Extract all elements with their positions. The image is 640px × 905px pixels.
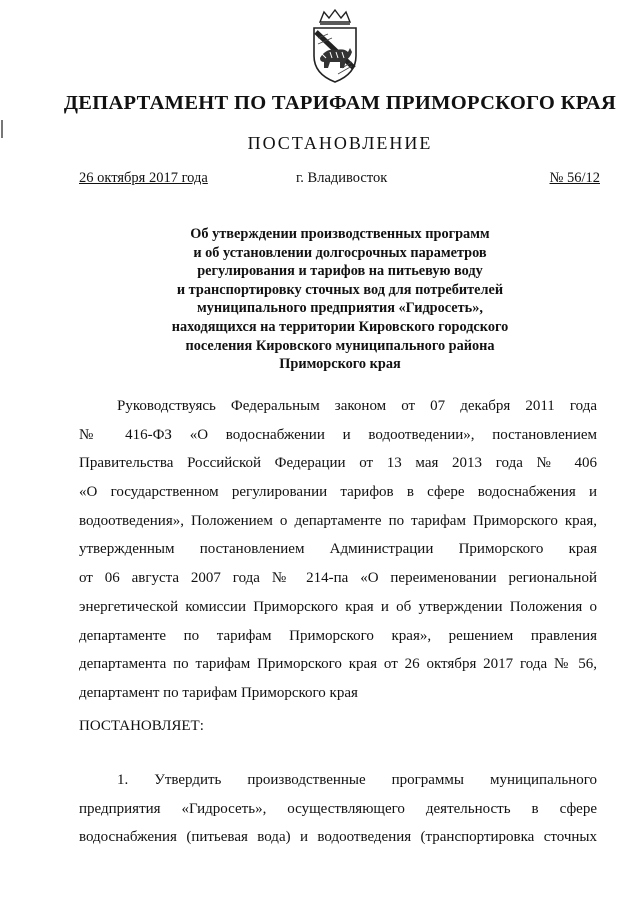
text-line: Правительства Российской Федерации от 13 мая 2013 года № 406	[79, 455, 597, 472]
text-line: № 416-ФЗ «О водоснабжении и водоотведении», постановлением	[79, 426, 597, 443]
preamble-paragraph	[79, 392, 597, 708]
subject-line: регулирования и тарифов на питьевую воду	[197, 263, 483, 280]
subject-line: муниципального предприятия «Гидросеть»,	[197, 300, 483, 317]
scan-margin-mark	[1, 120, 3, 138]
text-line: предприятия «Гидросеть», осуществляющего деятельность в сфере	[79, 800, 597, 817]
coat-of-arms-emblem	[302, 8, 368, 86]
text-line: Руководствуясь Федеральным законом от 07 декабря 2011 года	[117, 398, 597, 414]
document-type: ПОСТАНОВЛЕНИЕ	[247, 133, 433, 153]
document-number: № 56/12	[549, 170, 600, 186]
text-line: департамент по тарифам Приморского края	[79, 684, 358, 701]
item-1-paragraph	[79, 766, 597, 852]
subject-line: находящихся на территории Кировского городского	[171, 318, 509, 335]
text-line: от 06 августа 2007 года № 214-па «О переименовании региональной	[79, 570, 597, 587]
text-line: «О государственном регулировании тарифов в сфере водоснабжения и	[79, 484, 597, 501]
text-line: утвержденным постановлением Администрации Приморского края	[79, 541, 597, 558]
text-line: водоснабжения (питьевая вода) и водоотведения (транспортировка сточных	[79, 829, 597, 846]
document-city: г. Владивосток	[296, 170, 388, 186]
subject-line: Приморского края	[279, 356, 401, 373]
text-line: энергетической комиссии Приморского края и об утверждении Положения о	[79, 598, 597, 615]
resolves-heading: ПОСТАНОВЛЯЕТ:	[79, 718, 204, 734]
subject-line: и об установлении долгосрочных параметров	[193, 244, 487, 261]
department-title: ДЕПАРТАМЕНТ ПО ТАРИФАМ ПРИМОРСКОГО КРАЯ	[63, 92, 617, 114]
text-line: 1. Утвердить производственные программы муниципального	[117, 772, 597, 788]
document-subject	[120, 225, 560, 374]
text-line: водоотведения», Положением о департаменте по тарифам Приморского края,	[79, 512, 597, 529]
text-line: департамента по тарифам Приморского края от 26 октября 2017 года № 56,	[79, 656, 597, 673]
document-date: 26 октября 2017 года	[79, 170, 208, 186]
subject-line: Об утверждении производственных программ	[190, 226, 490, 242]
subject-line: и транспортировку сточных вод для потребителей	[176, 281, 504, 298]
text-line: департаменте по тарифам Приморского края», решением правления	[79, 627, 597, 644]
subject-line: поселения Кировского муниципального района	[185, 337, 495, 354]
